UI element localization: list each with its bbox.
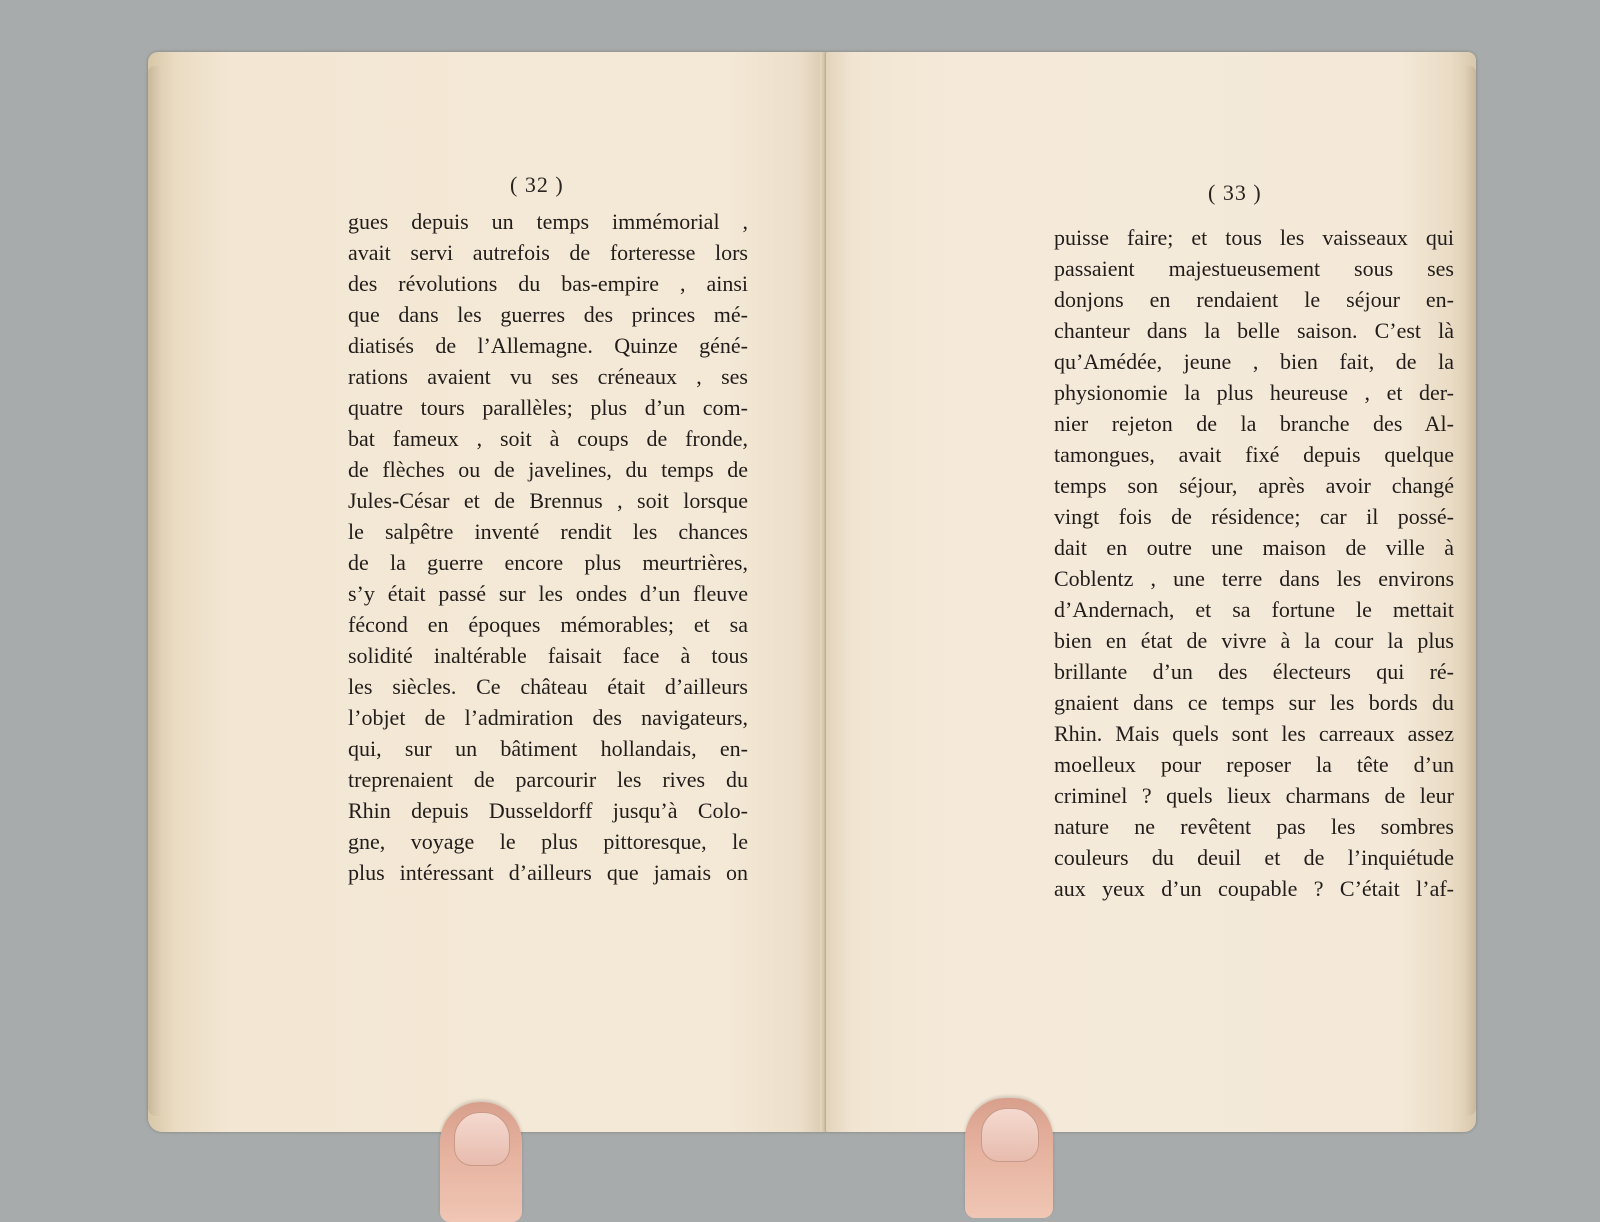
- text-line: plus intéressant d’ailleurs que jamais on: [348, 860, 748, 885]
- text-line: gne, voyage le plus pittoresque, le: [348, 829, 748, 854]
- text-line: qu’Amédée, jeune , bien fait, de la: [1054, 349, 1454, 374]
- right-thumb: [965, 1098, 1053, 1218]
- text-line: qui, sur un bâtiment hollandais, en-: [348, 736, 748, 761]
- page-number-left: ( 32 ): [510, 172, 564, 197]
- right-page: [826, 52, 1476, 1132]
- text-line: gnaient dans ce temps sur les bords du: [1054, 690, 1454, 715]
- text-line: puisse faire; et tous les vaisseaux qui: [1054, 225, 1454, 250]
- text-line: tamongues, avait fixé depuis quelque: [1054, 442, 1454, 467]
- text-line: s’y était passé sur les ondes d’un fleuve: [348, 581, 748, 606]
- page-number-right: ( 33 ): [1208, 180, 1262, 205]
- text-line: physionomie la plus heureuse , et der-: [1054, 380, 1454, 405]
- text-line: de flèches ou de javelines, du temps de: [348, 457, 748, 482]
- thumbnail-nail: [454, 1112, 510, 1166]
- text-line: aux yeux d’un coupable ? C’était l’af-: [1054, 876, 1454, 901]
- text-line: nier rejeton de la branche des Al-: [1054, 411, 1454, 436]
- text-line: Jules-César et de Brennus , soit lorsque: [348, 488, 748, 513]
- text-line: couleurs du deuil et de l’inquiétude: [1054, 845, 1454, 870]
- text-line: de la guerre encore plus meurtrières,: [348, 550, 748, 575]
- text-line: rations avaient vu ses créneaux , ses: [348, 364, 748, 389]
- text-line: le salpêtre inventé rendit les chances: [348, 519, 748, 544]
- text-line: bien en état de vivre à la cour la plus: [1054, 628, 1454, 653]
- text-line: des révolutions du bas-empire , ainsi: [348, 271, 748, 296]
- text-line: bat fameux , soit à coups de fronde,: [348, 426, 748, 451]
- text-line: fécond en époques mémorables; et sa: [348, 612, 748, 637]
- text-line: que dans les guerres des princes mé-: [348, 302, 748, 327]
- text-line: donjons en rendaient le séjour en-: [1054, 287, 1454, 312]
- left-page: [148, 52, 826, 1132]
- thumbnail-nail: [981, 1108, 1039, 1162]
- open-book: [138, 52, 1488, 1132]
- text-line: d’Andernach, et sa fortune le mettait: [1054, 597, 1454, 622]
- left-thumb: [440, 1102, 522, 1222]
- text-line: temps son séjour, après avoir changé: [1054, 473, 1454, 498]
- left-page-text: [348, 206, 748, 888]
- text-line: treprenaient de parcourir les rives du: [348, 767, 748, 792]
- text-line: chanteur dans la belle saison. C’est là: [1054, 318, 1454, 343]
- text-line: gues depuis un temps immémorial ,: [348, 209, 748, 234]
- text-line: nature ne revêtent pas les sombres: [1054, 814, 1454, 839]
- text-line: avait servi autrefois de forteresse lors: [348, 240, 748, 265]
- text-line: diatisés de l’Allemagne. Quinze géné-: [348, 333, 748, 358]
- text-line: moelleux pour reposer la tête d’un: [1054, 752, 1454, 777]
- text-line: solidité inaltérable faisait face à tous: [348, 643, 748, 668]
- text-line: Coblentz , une terre dans les environs: [1054, 566, 1454, 591]
- text-line: Rhin depuis Dusseldorff jusqu’à Colo-: [348, 798, 748, 823]
- text-line: quatre tours parallèles; plus d’un com-: [348, 395, 748, 420]
- right-page-text: [1054, 222, 1454, 904]
- text-line: les siècles. Ce château était d’ailleurs: [348, 674, 748, 699]
- text-line: l’objet de l’admiration des navigateurs,: [348, 705, 748, 730]
- text-line: vingt fois de résidence; car il possé-: [1054, 504, 1454, 529]
- text-line: passaient majestueusement sous ses: [1054, 256, 1454, 281]
- right-page-edge: [1464, 66, 1476, 1116]
- text-line: dait en outre une maison de ville à: [1054, 535, 1454, 560]
- left-page-edge: [148, 66, 162, 1116]
- text-line: Rhin. Mais quels sont les carreaux assez: [1054, 721, 1454, 746]
- text-line: brillante d’un des électeurs qui ré-: [1054, 659, 1454, 684]
- text-line: criminel ? quels lieux charmans de leur: [1054, 783, 1454, 808]
